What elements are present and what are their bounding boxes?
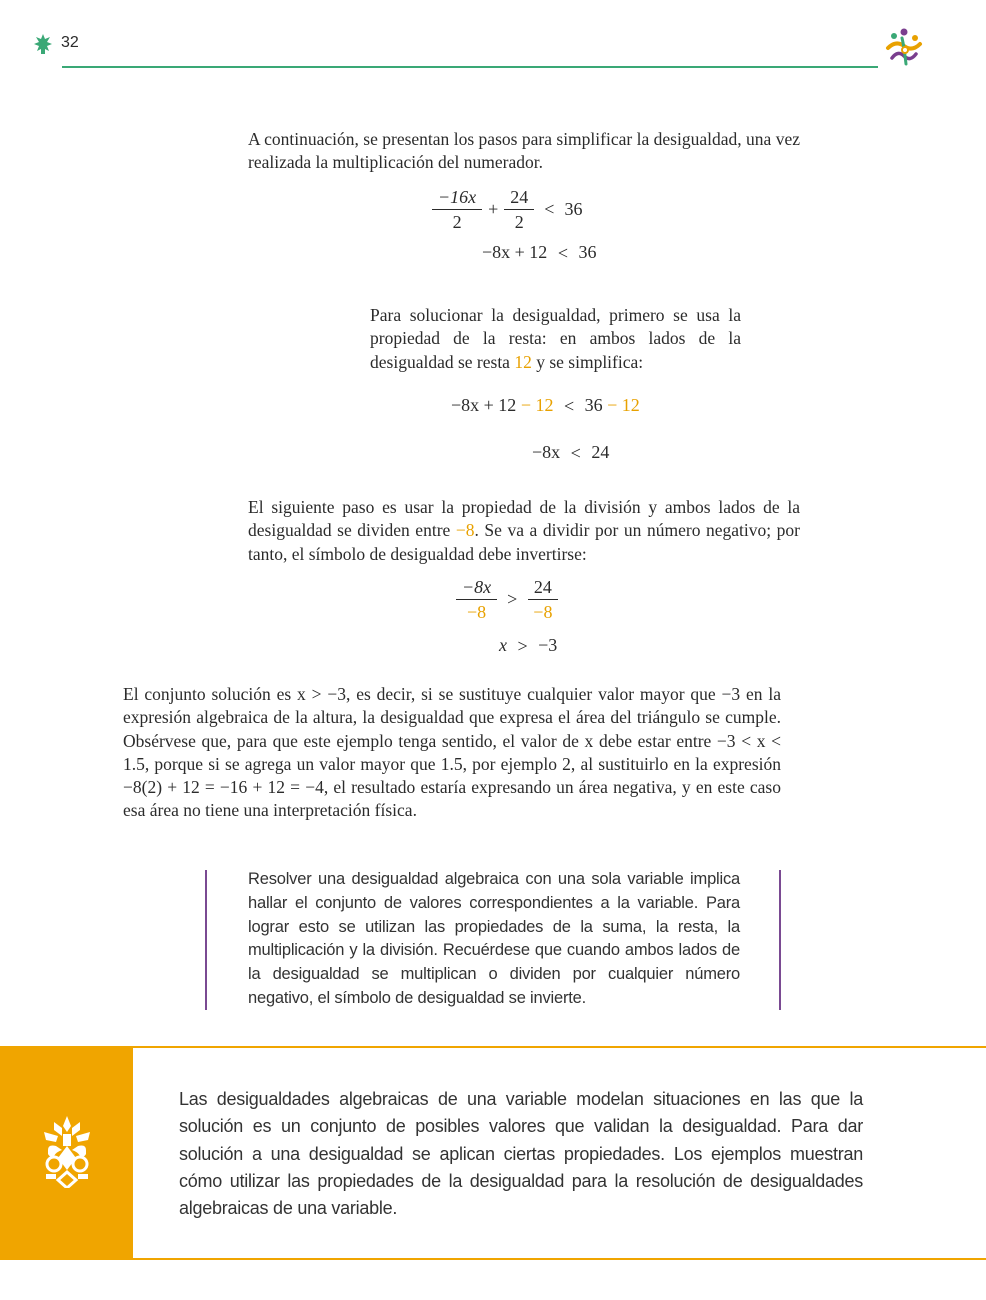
denominator: −8 (466, 601, 487, 622)
rhs-value: 36 (578, 242, 597, 262)
less-than-sign: < (544, 198, 555, 219)
equation-5 (456, 575, 616, 623)
flower-emblem-icon (40, 1116, 94, 1188)
denominator: 2 (514, 211, 524, 232)
intro-paragraph: A continuación, se presentan los pasos para simplificar la desigualdad, una vez realizada la multiplicación del numerador. (248, 129, 800, 173)
denominator: −8 (533, 601, 553, 622)
equation-4 (532, 442, 609, 464)
dancing-figures-logo-icon (882, 26, 926, 70)
highlight-value: −8 (455, 520, 475, 541)
highlight-term: − 12 (516, 395, 554, 415)
rhs-value: −3 (538, 635, 558, 655)
lhs-expression: −8x + 12 (482, 242, 548, 262)
greater-than-sign: > (517, 636, 528, 657)
fraction (432, 187, 482, 232)
less-than-sign: < (557, 243, 568, 264)
fraction (527, 577, 558, 622)
less-than-sign: < (570, 443, 581, 464)
lhs-expression: −8x (532, 442, 561, 462)
summary-bottom-rule (133, 1258, 986, 1260)
note-right-bar (779, 870, 781, 1010)
equation-2 (482, 242, 596, 264)
summary-text: Las desigualdades algebraicas de una variable modelan situaciones en las que la solución es un conjunto de posibles valores que validan la desigualdad. Para dar solución a una desigualdad se aplican ciertas propiedades. Los ejemplos muestran cómo utilizar las propiedades de la desigualdad para la resolución de desigualdades algebraicas de una variable. (179, 1089, 863, 1219)
greater-than-sign: > (507, 588, 518, 609)
plus-sign: + (488, 198, 499, 219)
numerator: −8x (456, 577, 497, 600)
denominator: 2 (452, 211, 462, 232)
paragraph-text: y se simplifica: (531, 351, 644, 372)
numerator: 24 (528, 577, 558, 600)
paragraph-text: Para solucionar la desigualdad, primero se usa la propiedad de la resta: en ambos lados de la desigualdad se resta (370, 305, 741, 372)
solution-paragraph: El conjunto solución es x > −3, es decir, si se sustituye cualquier valor mayor que −3 en la expresión algebraica de la altura, la desigualdad que expresa el área del triángulo se cumple. Obsérvese que, para que este ejemplo tenga sentido, el valor de x debe estar entre −3 < x < 1.5, porque si se agrega un valor mayor que 1.5, por ejemplo 2, al sustituirlo en la expresión −8(2) + 12 = −16 + 12 = −4, el resultado estaría expresando un área negativa, y en este caso esa área no tiene una interpretación física. (123, 684, 781, 821)
page-number: 32 (61, 34, 79, 51)
numerator: −16x (432, 187, 482, 210)
equation-6 (499, 635, 557, 657)
rhs-value: 36 (564, 198, 583, 219)
division-paragraph (248, 496, 800, 566)
summary-box (0, 1046, 986, 1260)
plant-icon (33, 33, 53, 55)
lhs-expression: −8x + 12 (451, 395, 517, 415)
header-rule (62, 66, 878, 68)
paragraph-text: El siguiente paso es usar la propiedad de la división y ambos lados de la desigualdad se dividen entre (248, 497, 800, 541)
fraction (456, 577, 497, 622)
numerator: 24 (504, 187, 534, 210)
less-than-sign: < (563, 396, 575, 417)
highlight-term: − 12 (602, 395, 640, 415)
rhs-value: 24 (591, 442, 610, 462)
equation-3 (451, 395, 640, 417)
paragraph-text: . Se va a dividir por un número negativo; por tanto, el símbolo de desigualdad debe invertirse: (248, 520, 800, 564)
equation-1 (432, 185, 652, 233)
highlight-value: 12 (514, 351, 532, 372)
fraction (504, 187, 534, 232)
header (0, 0, 986, 80)
subtraction-paragraph (370, 304, 741, 374)
summary-top-rule (133, 1046, 986, 1048)
note-left-bar (205, 870, 207, 1010)
rhs-value: 36 (584, 395, 603, 415)
variable: x (499, 635, 507, 655)
note-text: Resolver una desigualdad algebraica con una sola variable implica hallar el conjunto de valores correspondientes a la variable. Para lograr esto se utilizan las propiedades de la suma, la resta, la multiplicación y la división. Recuérdese que cuando ambos lados de la desigualdad se multiplican o dividen por cualquier número negativo, el símbolo de desigualdad se invierte. (248, 870, 740, 1007)
